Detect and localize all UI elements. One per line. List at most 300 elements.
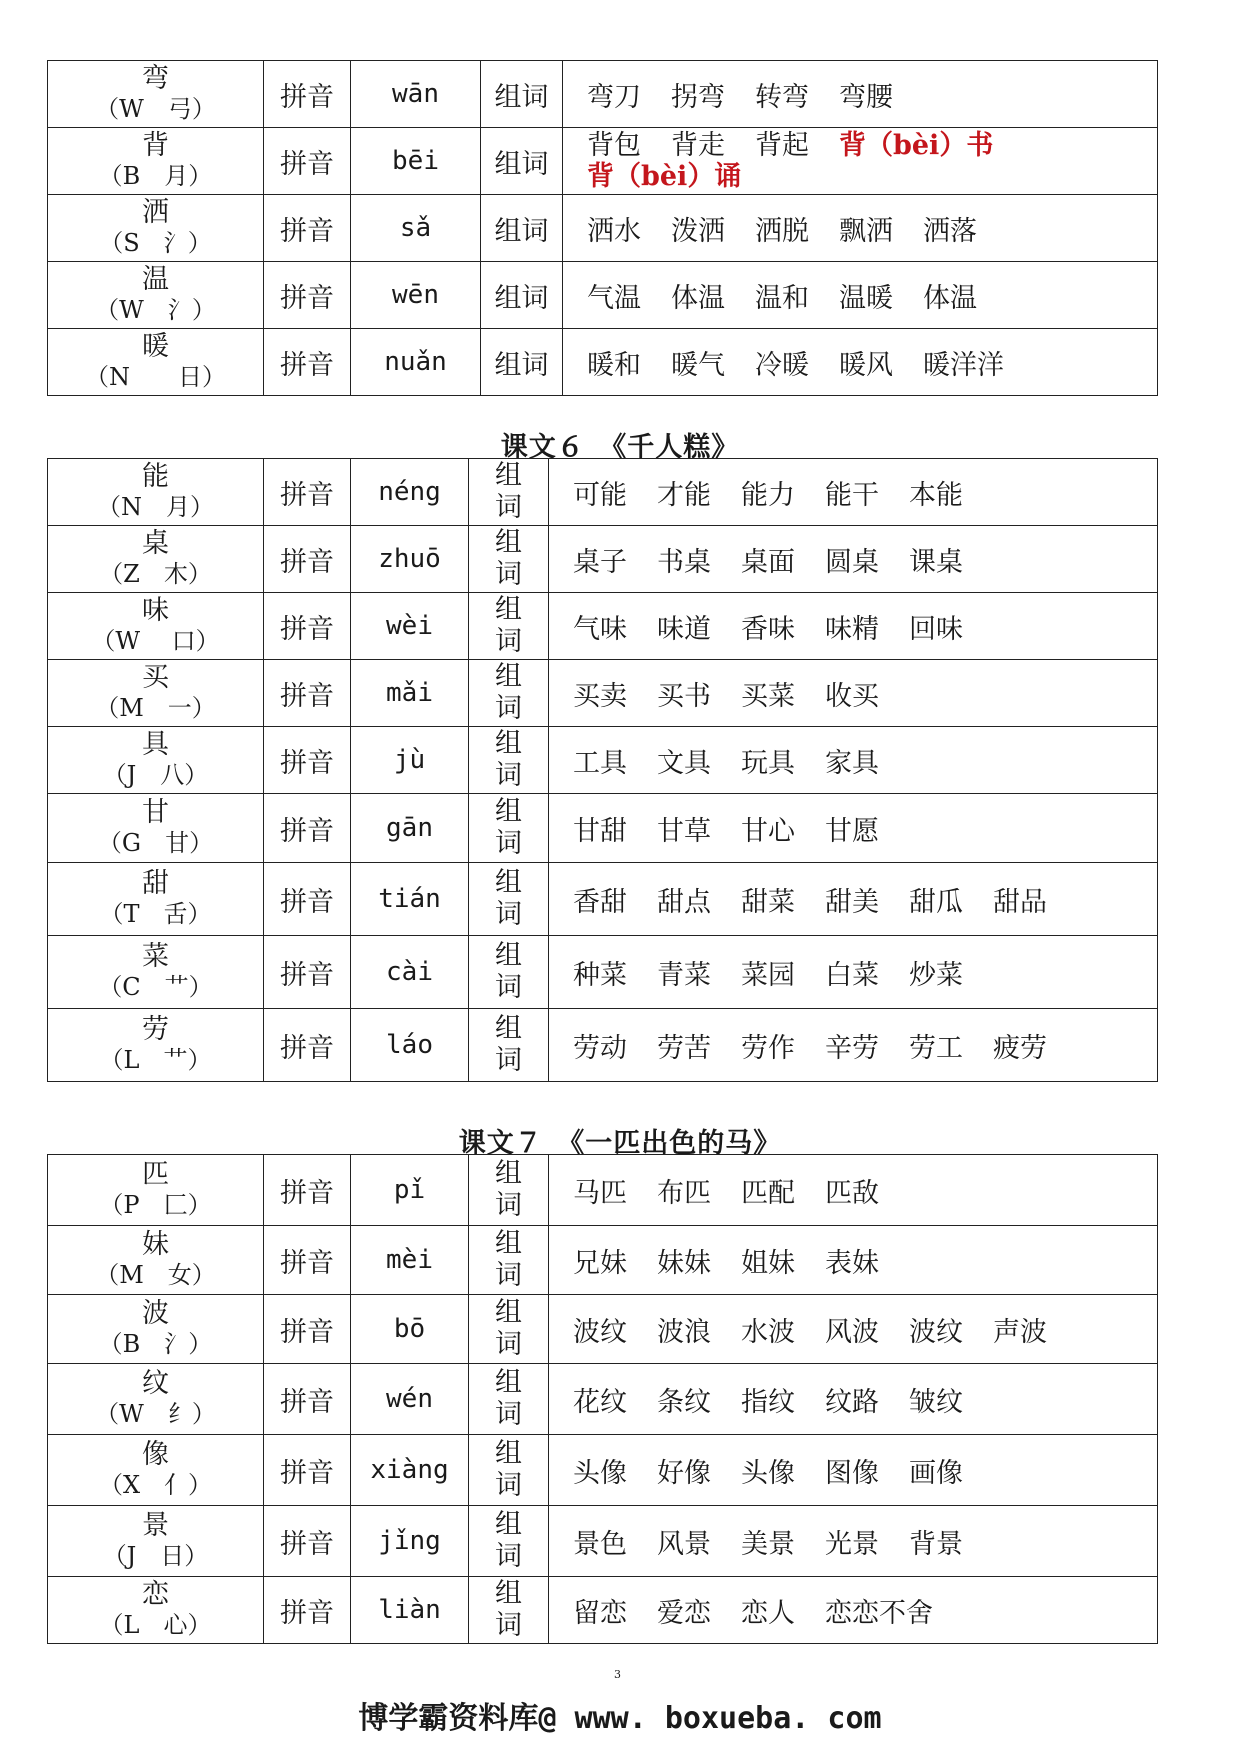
words-cell [549,1506,1158,1577]
word: 劳作 [741,1032,795,1064]
pinyin-value: liàn [351,1577,469,1644]
pinyin-value: wèi [351,593,469,660]
word: 温暖 [839,282,893,314]
word: 暖洋洋 [923,349,1004,381]
word: 劳苦 [657,1032,711,1064]
word: 冷暖 [755,349,809,381]
word: 能干 [825,479,879,511]
char-cell [48,1506,264,1577]
character: 暖 [142,331,169,362]
word: 体温 [923,282,977,314]
word: 恋恋不舍 [825,1597,933,1629]
footer-watermark: 博学霸资料库@ www. boxueba. com [358,1701,882,1736]
word: 书桌 [657,546,711,578]
word: 疲劳 [993,1032,1047,1064]
pinyin-label: 拼音 [264,195,351,262]
word: 香甜 [573,886,627,918]
pinyin-label: 拼音 [264,794,351,863]
character: 劳 [142,1014,169,1045]
pinyin-label: 拼音 [264,1155,351,1226]
word: 玩具 [741,747,795,779]
pinyin-label: 拼音 [264,1295,351,1364]
word: 风景 [657,1528,711,1560]
character: 景 [142,1510,169,1541]
character: 具 [142,729,169,760]
pinyin-value: pǐ [351,1155,469,1226]
char-cell [48,1577,264,1644]
table-row [48,593,1158,660]
word: 波浪 [657,1316,711,1348]
radical-hint: （B 月） [98,162,213,190]
word: 暖气 [671,349,725,381]
pinyin-label: 拼音 [264,61,351,128]
word: 回味 [909,613,963,645]
word: 兄妹 [573,1247,627,1279]
zuci-label-cell [469,936,549,1009]
char-cell [48,593,264,660]
table-row [48,863,1158,936]
zuci-label: 组词 [495,1297,522,1360]
zuci-label-cell [469,593,549,660]
word: 买卖 [573,680,627,712]
table-row [48,61,1158,128]
table-row [48,459,1158,526]
word: 皱纹 [909,1386,963,1418]
zuci-label: 组词 [495,1578,522,1641]
char-cell [48,1155,264,1226]
table-row [48,1435,1158,1506]
zuci-label-cell [481,61,563,128]
pinyin-label: 拼音 [264,1009,351,1082]
radical-hint: （B 氵） [98,1330,213,1358]
char-cell [48,262,264,329]
word: 背包 [587,130,641,161]
pinyin-label: 拼音 [264,262,351,329]
character: 恋 [142,1579,169,1610]
character: 妹 [142,1229,169,1260]
zuci-label-cell [469,794,549,863]
words-cell [563,195,1158,262]
word: 声波 [993,1316,1047,1348]
character: 纹 [142,1368,169,1399]
radical-hint: （L 心） [99,1611,212,1639]
pinyin-label: 拼音 [264,459,351,526]
zuci-label: 组词 [495,1438,522,1501]
word: 指纹 [741,1386,795,1418]
pinyin-value: wēn [351,262,481,329]
word: 布匹 [657,1177,711,1209]
char-cell [48,1295,264,1364]
pinyin-value: wān [351,61,481,128]
zuci-label-cell [469,727,549,794]
zuci-label: 组词 [495,796,522,859]
table-body-2 [48,1155,1158,1644]
pinyin-label: 拼音 [264,936,351,1009]
pinyin-label: 拼音 [264,526,351,593]
word: 可能 [573,479,627,511]
word: 图像 [825,1457,879,1489]
word: 青菜 [657,959,711,991]
word: 甘愿 [825,815,879,847]
page-number: 3 [614,1668,621,1681]
char-cell [48,863,264,936]
word: 课桌 [909,546,963,578]
table-body-0 [48,61,1158,396]
word: 好像 [657,1457,711,1489]
pinyin-value: jù [351,727,469,794]
word: 花纹 [573,1386,627,1418]
word: 劳动 [573,1032,627,1064]
word: 洒脱 [755,215,809,247]
words-cell [549,863,1158,936]
table-row [48,262,1158,329]
word: 拐弯 [671,81,725,113]
zuci-label-cell [469,1506,549,1577]
word: 气温 [587,282,641,314]
pinyin-value: gān [351,794,469,863]
words-cell [549,1435,1158,1506]
word: 洒水 [587,215,641,247]
radical-hint: （P 匚） [99,1191,212,1219]
pinyin-label: 拼音 [264,1435,351,1506]
word: 种菜 [573,959,627,991]
zuci-label-cell [469,1435,549,1506]
zuci-label: 组词 [494,215,549,247]
word: 画像 [909,1457,963,1489]
pinyin-label: 拼音 [264,1577,351,1644]
word: 温和 [755,282,809,314]
character: 买 [142,662,169,693]
section-title-7: 课文７ 《一匹出色的马》 [458,1128,782,1159]
char-cell [48,1435,264,1506]
pinyin-label: 拼音 [264,329,351,396]
character: 甘 [142,797,169,828]
zuci-label: 组词 [495,460,522,523]
word: 劳工 [909,1032,963,1064]
radical-hint: （X 亻） [98,1471,213,1499]
word: 弯腰 [839,81,893,113]
word: 暖和 [587,349,641,381]
pinyin-value: jǐng [351,1506,469,1577]
word: 姐妹 [741,1247,795,1279]
word: 马匹 [573,1177,627,1209]
character: 味 [142,595,169,626]
words-cell [563,128,1158,195]
zuci-label-cell [469,526,549,593]
char-cell [48,1009,264,1082]
word: 纹路 [825,1386,879,1418]
word: 洒落 [923,215,977,247]
pinyin-label: 拼音 [264,1506,351,1577]
pinyin-value: mèi [351,1226,469,1295]
word: 条纹 [657,1386,711,1418]
word: 背走 [671,130,725,161]
character: 菜 [142,941,169,972]
pinyin-value: néng [351,459,469,526]
word: 美景 [741,1528,795,1560]
zuci-label-cell [469,1364,549,1435]
radical-hint: （S 氵） [99,229,212,257]
radical-hint: （W 口） [91,627,220,655]
zuci-label: 组词 [495,594,522,657]
char-cell [48,1364,264,1435]
zuci-label-cell [469,1577,549,1644]
words-cell [563,61,1158,128]
words-cell [549,660,1158,727]
word: 背景 [909,1528,963,1560]
char-cell [48,195,264,262]
zuci-label: 组词 [494,148,549,180]
pinyin-label: 拼音 [264,727,351,794]
table-row [48,1364,1158,1435]
char-cell [48,936,264,1009]
words-cell [549,1577,1158,1644]
pinyin-label: 拼音 [264,128,351,195]
radical-hint: （M 一） [95,694,216,722]
pinyin-value: sǎ [351,195,481,262]
word: 桌面 [741,546,795,578]
word: 光景 [825,1528,879,1560]
pinyin-value: bō [351,1295,469,1364]
word: 工具 [573,747,627,779]
word: 文具 [657,747,711,779]
word: 风波 [825,1316,879,1348]
word: 香味 [741,613,795,645]
word: 波纹 [573,1316,627,1348]
character: 背 [142,130,169,161]
word: 炒菜 [909,959,963,991]
pinyin-label: 拼音 [264,1364,351,1435]
zuci-label-cell [469,660,549,727]
table-row [48,329,1158,396]
char-cell [48,727,264,794]
table-row [48,1009,1158,1082]
words-cell [549,794,1158,863]
pinyin-label: 拼音 [264,1226,351,1295]
word: 头像 [573,1457,627,1489]
zuci-label: 组词 [495,728,522,791]
zuci-label: 组词 [495,527,522,590]
word: 匹配 [741,1177,795,1209]
word: 甜菜 [741,886,795,918]
words-cell [549,459,1158,526]
word: 本能 [909,479,963,511]
zuci-label: 组词 [494,81,549,113]
character: 波 [142,1298,169,1329]
words-cell [549,1009,1158,1082]
character: 像 [142,1439,169,1470]
words-cell [549,1155,1158,1226]
word: 留恋 [573,1597,627,1629]
word: 菜园 [741,959,795,991]
word: 转弯 [755,81,809,113]
word: 波纹 [909,1316,963,1348]
word-highlight: 背（bèi）书 [839,130,994,161]
word-highlight: 背（bèi）诵 [587,161,742,192]
word: 味精 [825,613,879,645]
zuci-label: 组词 [495,940,522,1003]
word: 辛劳 [825,1032,879,1064]
zuci-label-cell [469,1009,549,1082]
word: 泼洒 [671,215,725,247]
character: 弯 [142,63,169,94]
table-row [48,128,1158,195]
zuci-label: 组词 [495,1367,522,1430]
zuci-label-cell [469,1295,549,1364]
char-table-section-7 [47,1154,1158,1644]
table-row [48,794,1158,863]
table-row [48,1577,1158,1644]
table-row [48,1295,1158,1364]
words-cell [549,526,1158,593]
radical-hint: （L 艹） [99,1046,212,1074]
zuci-label: 组词 [495,661,522,724]
radical-hint: （G 甘） [97,829,214,857]
zuci-label: 组词 [495,867,522,930]
radical-hint: （N 日） [85,363,226,391]
char-cell [48,526,264,593]
radical-hint: （J 八） [102,761,209,789]
radical-hint: （C 艹） [98,973,213,1001]
radical-hint: （T 舌） [99,900,212,928]
zuci-label: 组词 [495,1228,522,1291]
char-cell [48,1226,264,1295]
character: 洒 [142,197,169,228]
char-cell [48,459,264,526]
table-row [48,526,1158,593]
word: 甘心 [741,815,795,847]
words-cell [549,1295,1158,1364]
char-cell [48,794,264,863]
words-cell [549,727,1158,794]
char-table-section-6 [47,458,1158,1082]
table-row [48,1226,1158,1295]
table-row [48,660,1158,727]
words-cell [549,1226,1158,1295]
word: 爱恋 [657,1597,711,1629]
table-row [48,195,1158,262]
table-row [48,936,1158,1009]
pinyin-label: 拼音 [264,660,351,727]
pinyin-value: mǎi [351,660,469,727]
word: 甘甜 [573,815,627,847]
word: 弯刀 [587,81,641,113]
words-cell [563,262,1158,329]
radical-hint: （W 纟） [95,1400,216,1428]
pinyin-value: tián [351,863,469,936]
radical-hint: （N 月） [97,493,214,521]
section-title-6: 课文６ 《千人糕》 [500,432,740,463]
word: 能力 [741,479,795,511]
pinyin-value: wén [351,1364,469,1435]
word: 头像 [741,1457,795,1489]
radical-hint: （W 氵） [95,296,216,324]
word: 匹敌 [825,1177,879,1209]
word: 飘洒 [839,215,893,247]
zuci-label-cell [481,128,563,195]
table-row [48,727,1158,794]
pinyin-value: bēi [351,128,481,195]
char-cell [48,660,264,727]
zuci-label: 组词 [495,1509,522,1572]
radical-hint: （Z 木） [99,560,212,588]
word: 桌子 [573,546,627,578]
char-cell [48,128,264,195]
zuci-label-cell [469,1226,549,1295]
word: 气味 [573,613,627,645]
char-cell [48,61,264,128]
word: 才能 [657,479,711,511]
character: 温 [142,264,169,295]
words-cell [549,593,1158,660]
zuci-label-cell [469,1155,549,1226]
word: 白菜 [825,959,879,991]
word: 表妹 [825,1247,879,1279]
zuci-label-cell [481,195,563,262]
word: 甘草 [657,815,711,847]
pinyin-value: xiàng [351,1435,469,1506]
table-body-1 [48,459,1158,1082]
word: 体温 [671,282,725,314]
word: 景色 [573,1528,627,1560]
radical-hint: （W 弓） [95,95,216,123]
pinyin-value: cài [351,936,469,1009]
table-row [48,1506,1158,1577]
words-cell [563,329,1158,396]
word: 妹妹 [657,1247,711,1279]
word: 水波 [741,1316,795,1348]
zuci-label-cell [481,262,563,329]
char-table-section-0 [47,60,1158,396]
pinyin-value: zhuō [351,526,469,593]
char-cell [48,329,264,396]
pinyin-value: láo [351,1009,469,1082]
zuci-label-cell [481,329,563,396]
word: 买书 [657,680,711,712]
zuci-label-cell [469,863,549,936]
table-row [48,1155,1158,1226]
character: 桌 [142,528,169,559]
radical-hint: （J 日） [102,1542,209,1570]
word: 家具 [825,747,879,779]
word: 背起 [755,130,809,161]
word: 收买 [825,680,879,712]
character: 能 [142,461,169,492]
word: 甜品 [993,886,1047,918]
word: 买菜 [741,680,795,712]
word: 甜点 [657,886,711,918]
word: 暖风 [839,349,893,381]
word: 甜瓜 [909,886,963,918]
pinyin-label: 拼音 [264,593,351,660]
character: 甜 [142,868,169,899]
zuci-label-cell [469,459,549,526]
words-cell [549,1364,1158,1435]
word: 恋人 [741,1597,795,1629]
zuci-label: 组词 [495,1158,522,1221]
zuci-label: 组词 [494,349,549,381]
zuci-label: 组词 [494,282,549,314]
words-cell [549,936,1158,1009]
pinyin-value: nuǎn [351,329,481,396]
word: 圆桌 [825,546,879,578]
zuci-label: 组词 [495,1013,522,1076]
pinyin-label: 拼音 [264,863,351,936]
word: 甜美 [825,886,879,918]
character: 匹 [142,1159,169,1190]
radical-hint: （M 女） [95,1261,216,1289]
word: 味道 [657,613,711,645]
